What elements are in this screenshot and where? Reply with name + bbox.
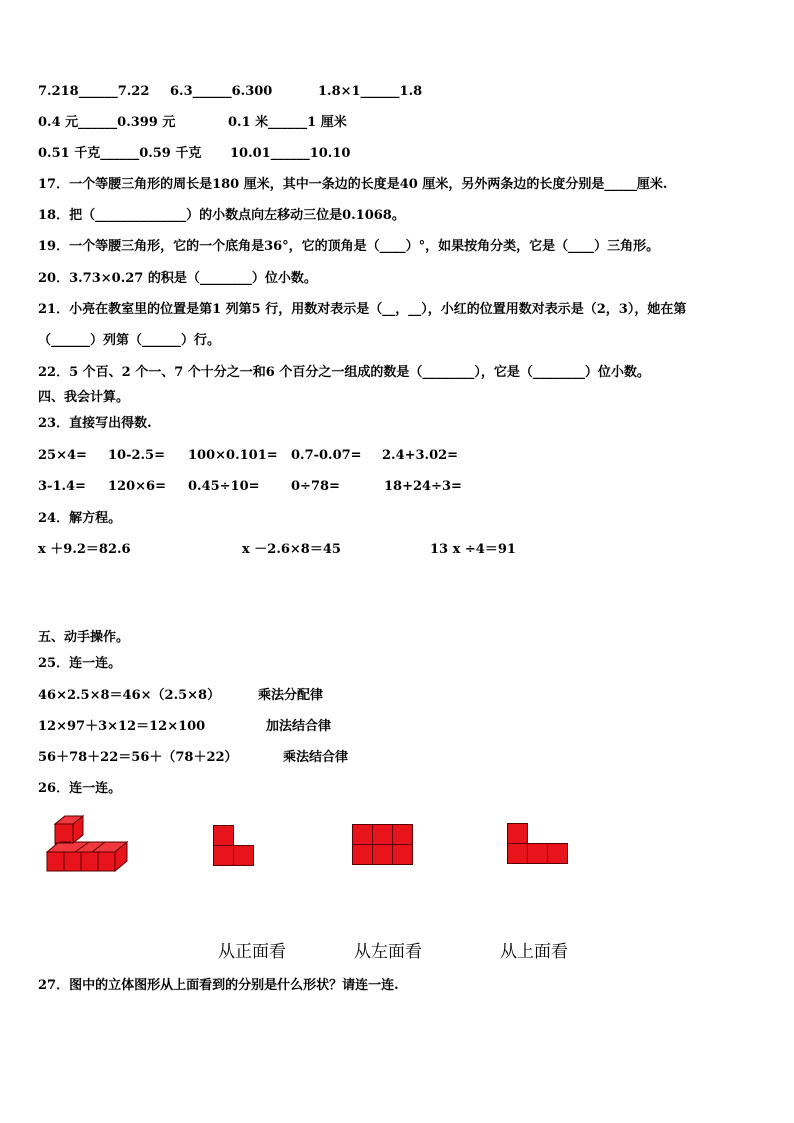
question-19: 19．一个等腰三角形，它的一个底角是36°，它的顶角是（____）°，如果按角分类，它是（____）三角形。 bbox=[38, 239, 660, 254]
view-shape-2 bbox=[352, 824, 414, 866]
section-4-heading: 四、我会计算。 bbox=[38, 390, 130, 405]
calc-item: 3-1.4= bbox=[38, 479, 86, 494]
match-right-3: 乘法结合律 bbox=[283, 750, 349, 765]
compare-item: 0.4 元______0.399 元 bbox=[38, 115, 176, 130]
calc-item: 0.7-0.07= bbox=[291, 448, 362, 463]
question-27: 27．图中的立体图形从上面看到的分别是什么形状？请连一连. bbox=[38, 978, 399, 993]
compare-item: 10.01______10.10 bbox=[230, 146, 351, 161]
question-17: 17．一个等腰三角形的周长是180 厘米，其中一条边的长度是40 厘米，另外两条边的长度分别是_____厘米. bbox=[38, 177, 668, 192]
equation: x ＋9.2＝82.6 bbox=[38, 542, 131, 557]
view-label-left: 从左面看 bbox=[354, 942, 422, 962]
equation-row bbox=[38, 542, 516, 558]
match-left-3: 56＋78＋22＝56＋（78＋22） bbox=[38, 750, 238, 765]
match-right-1: 乘法分配律 bbox=[258, 688, 324, 703]
calc-item: 100×0.101= bbox=[188, 448, 278, 463]
question-21-line-2: （______）列第（______）行。 bbox=[38, 333, 221, 348]
section-5-heading: 五、动手操作。 bbox=[38, 630, 130, 645]
calc-item: 10-2.5= bbox=[108, 448, 165, 463]
calc-item: 0.45÷10= bbox=[188, 479, 260, 494]
question-26: 26．连一连。 bbox=[38, 781, 122, 796]
view-label-top: 从上面看 bbox=[500, 942, 568, 962]
question-24: 24．解方程。 bbox=[38, 511, 122, 526]
equation: x －2.6×8＝45 bbox=[242, 542, 341, 557]
calc-row-1 bbox=[38, 448, 459, 464]
question-21-line-1: 21．小亮在教室里的位置是第1 列第5 行，用数对表示是（__，__），小红的位置用数对表示是（2，3），她在第 bbox=[38, 302, 687, 317]
cube-solid-figure bbox=[45, 812, 130, 874]
view-shape-3 bbox=[507, 823, 569, 865]
compare-item: 1.8×1______1.8 bbox=[318, 84, 423, 99]
question-20: 20．3.73×0.27 的积是（________）位小数。 bbox=[38, 271, 317, 286]
question-18: 18．把（______________）的小数点向左移动三位是0.1068。 bbox=[38, 208, 405, 223]
question-22: 22．5 个百、2 个一、7 个十分之一和6 个百分之一组成的数是（________），它是（________）位小数。 bbox=[38, 365, 650, 380]
calc-item: 25×4= bbox=[38, 448, 87, 463]
compare-item: 0.51 千克______0.59 千克 bbox=[38, 146, 202, 161]
match-left-1: 46×2.5×8＝46×（2.5×8） bbox=[38, 688, 221, 703]
calc-item: 2.4+3.02= bbox=[382, 448, 459, 463]
compare-item: 6.3______6.300 bbox=[170, 84, 273, 99]
compare-row-2 bbox=[38, 115, 347, 131]
compare-row-1 bbox=[38, 84, 423, 100]
question-25: 25．连一连。 bbox=[38, 656, 122, 671]
view-label-front: 从正面看 bbox=[218, 942, 286, 962]
match-left-2: 12×97＋3×12＝12×100 bbox=[38, 719, 206, 734]
compare-item: 0.1 米______1 厘米 bbox=[228, 115, 347, 130]
calc-row-2 bbox=[38, 479, 462, 495]
question-23: 23．直接写出得数. bbox=[38, 416, 152, 431]
equation: 13 x ÷4＝91 bbox=[430, 542, 516, 557]
compare-item: 7.218______7.22 bbox=[38, 84, 150, 99]
calc-item: 0÷78= bbox=[291, 479, 340, 494]
view-shape-1 bbox=[213, 825, 255, 867]
match-right-2: 加法结合律 bbox=[266, 719, 332, 734]
calc-item: 18+24÷3= bbox=[384, 479, 462, 494]
calc-item: 120×6= bbox=[108, 479, 166, 494]
compare-row-3 bbox=[38, 146, 351, 162]
